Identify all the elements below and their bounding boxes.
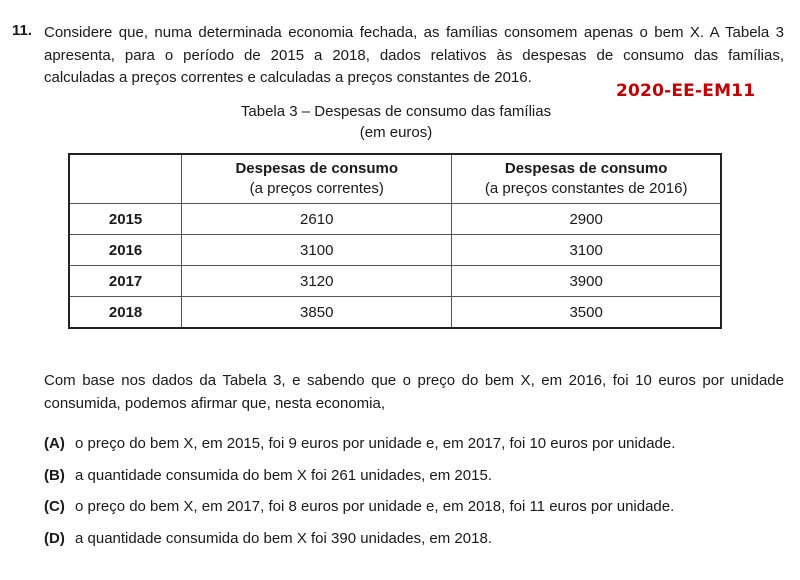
header-empty-cell [69, 154, 182, 204]
constant-value-cell: 3100 [452, 235, 721, 266]
question-number: 11. [12, 22, 33, 39]
option-label: (D) [44, 530, 65, 547]
constant-value-cell: 3500 [452, 297, 721, 329]
year-cell: 2018 [69, 297, 182, 329]
table-row [69, 297, 721, 329]
header-title: Despesas de consumo [504, 160, 668, 177]
table-row [69, 235, 721, 266]
option-text: o preço do bem X, em 2017, foi 8 euros por unidade e, em 2018, foi 11 euros por unidade. [75, 498, 675, 515]
option-text: a quantidade consumida do bem X foi 261 unidades, em 2015. [75, 467, 492, 484]
option-text: a quantidade consumida do bem X foi 390 unidades, em 2018. [75, 530, 492, 547]
table-row [69, 204, 721, 235]
table-header-row [69, 154, 721, 204]
year-cell: 2015 [69, 204, 182, 235]
header-constant-prices [452, 154, 721, 204]
option-d[interactable] [44, 530, 492, 547]
option-label: (C) [44, 498, 65, 515]
current-value-cell: 3120 [182, 266, 452, 297]
stem-line: Considere que, numa determinada economia fechada, as famílias consomem apenas o bem X. A Tabela 3 [44, 24, 784, 41]
stem-line: apresenta, para o período de 2015 a 2018, dados relativos às despesas de consumo das famílias, [44, 46, 784, 64]
current-value-cell: 3100 [182, 235, 452, 266]
current-value-cell: 2610 [182, 204, 452, 235]
option-c[interactable] [44, 498, 674, 515]
stem-line: calculadas a preços correntes e calculadas a preços constantes de 2016. [44, 69, 532, 86]
table-caption-units: (em euros) [359, 124, 433, 141]
header-current-prices [182, 154, 452, 204]
question-intro [44, 370, 784, 415]
option-text: o preço do bem X, em 2015, foi 9 euros por unidade e, em 2017, foi 10 euros por unidade. [75, 435, 676, 452]
option-label: (A) [44, 435, 65, 452]
option-b[interactable] [44, 467, 492, 484]
exam-code-tag: 2020-EE-EM11 [616, 81, 756, 101]
current-value-cell: 3850 [182, 297, 452, 329]
intro-line: consumida, podemos afirmar que, nesta economia, [44, 394, 386, 412]
year-cell: 2016 [69, 235, 182, 266]
table-caption: Tabela 3 – Despesas de consumo das famílias [240, 103, 552, 120]
option-a[interactable] [44, 435, 675, 452]
table-row [69, 266, 721, 297]
constant-value-cell: 2900 [452, 204, 721, 235]
year-cell: 2017 [69, 266, 182, 297]
header-subtitle: (a preços constantes de 2016) [484, 180, 688, 197]
consumption-table [68, 153, 722, 329]
header-title: Despesas de consumo [235, 160, 399, 177]
option-label: (B) [44, 467, 65, 484]
header-subtitle: (a preços correntes) [249, 180, 384, 197]
constant-value-cell: 3900 [452, 266, 721, 297]
intro-line: Com base nos dados da Tabela 3, e sabendo que o preço do bem X, em 2016, foi 10 euros por unidade [44, 372, 784, 389]
question-stem [44, 22, 784, 90]
